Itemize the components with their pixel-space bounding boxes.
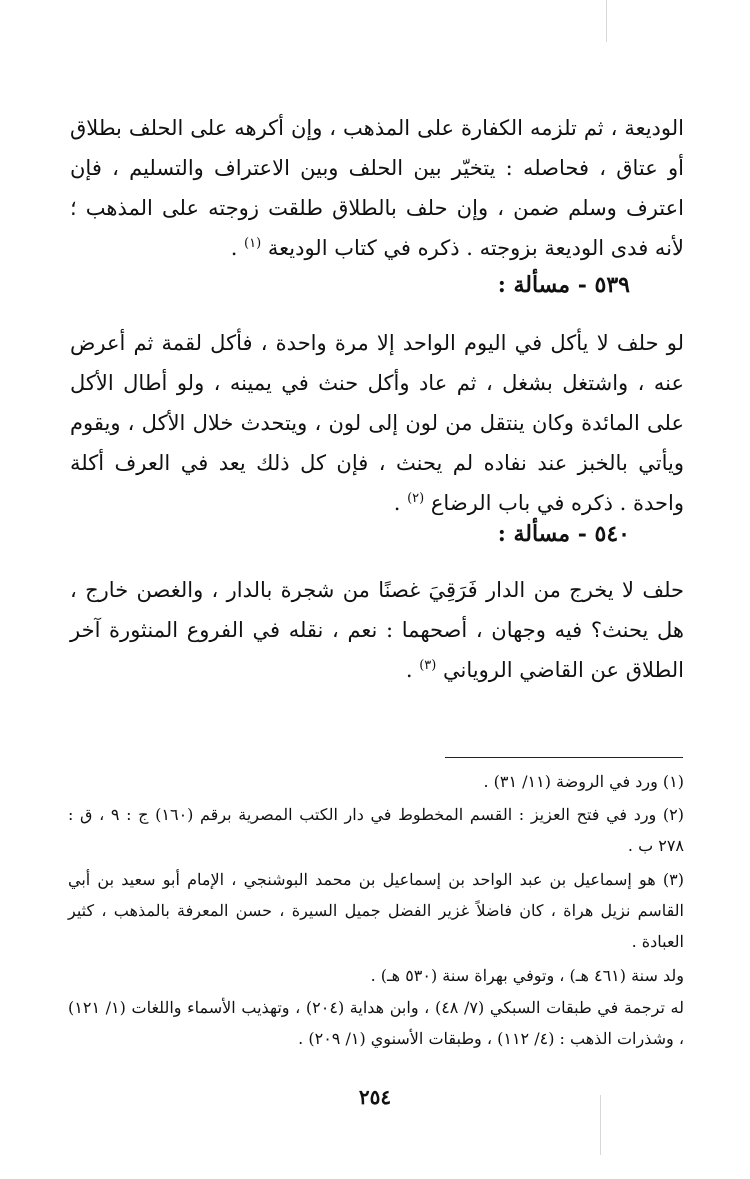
footnote-3-birth-death: ولد سنة (٤٦١ هـ) ، وتوفي بهراة سنة (٥٣٠ هـ) . <box>370 966 684 985</box>
paragraph-issue-540-end: . <box>405 658 420 682</box>
footnote-3-sources: له ترجمة في طبقات السبكي (٧/ ٤٨) ، وابن هداية (٢٠٤) ، وتهذيب الأسماء واللغات (١/ ١٢١) ، وشذرات الذهب : (٤/ ١١٢) ، وطبقات الأسنوي (١/ ٢٠٩) . <box>68 998 684 1048</box>
page-edge-mark-bottom <box>600 1095 601 1155</box>
footnote-3: (٣) هو إسماعيل بن عبد الواحد بن إسماعيل بن محمد البوشنجي ، الإمام أبو سعيد بن أبي القاسم نزيل هراة ، كان فاضلاً غزير الفضل جميل السيرة ، حسن المعرفة بالمذهب ، كثير العبادة . <box>68 870 684 951</box>
footnote-2: (٢) ورد في فتح العزيز : القسم المخطوط في دار الكتب المصرية برقم (١٦٠) ج : ٩ ، ق : ٢٧٨ ب . <box>68 805 684 855</box>
footnote-separator <box>445 757 683 758</box>
paragraph-issue-539 <box>70 323 684 523</box>
paragraph-issue-540-text: حلف لا يخرج من الدار فَرَقِيَ غصنًا من شجرة بالدار ، والغصن خارج ، هل يحنث؟ فيه وجهان ، أصحهما : نعم ، نقله في الفروع المنثورة آخر الطلاق عن القاضي الروياني <box>70 578 684 682</box>
paragraph-issue-540 <box>70 570 684 690</box>
paragraph-wadia <box>70 108 684 268</box>
footnote-1: (١) ورد في الروضة (١١/ ٣١) . <box>483 772 684 791</box>
paragraph-wadia-text: الوديعة ، ثم تلزمه الكفارة على المذهب ، وإن أكرهه على الحلف بطلاق أو عتاق ، فحاصله : يتخيّر بين الحلف وبين الاعتراف والتسليم ، فإن اعترف وسلم ضمن ، وإن حلف بالطلاق طلقت زوجته على المذهب ؛ لأنه فدى الوديعة بزوجته . ذكره في كتاب الوديعة <box>70 116 684 260</box>
footnote-ref-3: (٣) <box>419 658 437 673</box>
footnote-ref-1: (١) <box>244 236 262 251</box>
paragraph-wadia-end: . <box>230 236 245 260</box>
issue-heading-540: ٥٤٠ - مسألة : <box>497 521 630 547</box>
paragraph-issue-539-text: لو حلف لا يأكل في اليوم الواحد إلا مرة واحدة ، فأكل لقمة ثم أعرض عنه ، واشتغل بشغل ، ثم عاد وأكل حنث في يمينه ، ولو أطال الأكل على المائدة وكان ينتقل من لون إلى لون ، ويتحدث خلال الأكل ، ويقوم ويأتي بالخبز عند نفاده لم يحنث ، فإن كل ذلك يعد في العرف أكلة واحدة . ذكره في باب الرضاع <box>70 331 684 515</box>
page-edge-mark-top <box>606 0 607 42</box>
paragraph-issue-539-end: . <box>393 491 408 515</box>
footnote-ref-2: (٢) <box>407 491 425 506</box>
issue-heading-539: ٥٣٩ - مسألة : <box>497 272 630 298</box>
page-number: ٢٥٤ <box>358 1085 392 1109</box>
